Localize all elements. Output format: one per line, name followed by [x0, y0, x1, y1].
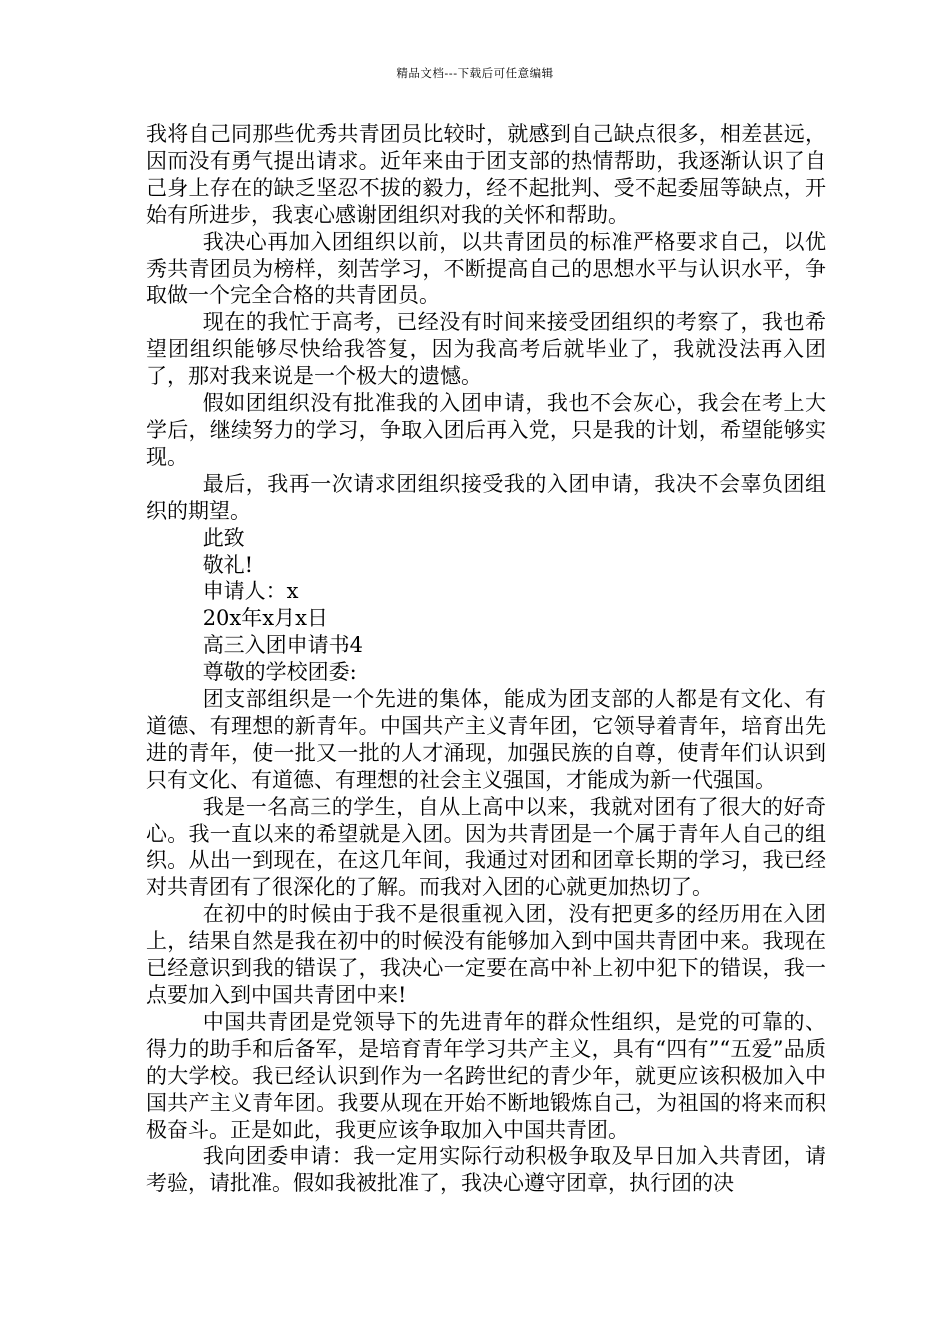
paragraph: 团支部组织是一个先进的集体，能成为团支部的人都是有文化、有道德、有理想的新青年。中国共产主义青年团，它领导着青年，培育出先进的青年，使一批又一批的人才涌现，加强民族的自尊，使青年们认识到只有文化、有道德、有理想的社会主义强国，才能成为新一代强国。 — [146, 687, 826, 792]
section-title: 高三入团申请书4 — [202, 633, 364, 658]
paragraph: 假如团组织没有批准我的入团申请，我也不会灰心，我会在考上大学后，继续努力的学习，争取入团后再入党，只是我的计划，希望能够实现。 — [146, 391, 826, 469]
paragraph: 我是一名高三的学生，自从上高中以来，我就对团有了很大的好奇心。我一直以来的希望就是入团。因为共青团是一个属于青年人自己的组织。从出一到现在，在这几年间，我通过对团和团章长期的学习，我已经对共青团有了很深化的了解。而我对入团的心就更加热切了。 — [146, 794, 826, 900]
paragraph: 我将自己同那些优秀共青团员比较时，就感到自己缺点很多，相差甚远，因而没有勇气提出请求。近年来由于团支部的热情帮助，我逐渐认识了自己身上存在的缺乏坚忍不拔的毅力，经不起批判、受不起委屈等缺点，开始有所进步，我衷心感谢团组织对我的关怀和帮助。 — [146, 122, 826, 227]
page-header: 精品文档---下载后可任意编辑 — [396, 66, 554, 80]
paragraph: 最后，我再一次请求团组织接受我的入团申请，我决不会辜负团组织的期望。 — [146, 471, 826, 523]
paragraph: 在初中的时候由于我不是很重视入团，没有把更多的经历用在入团上，结果自然是我在初中的时候没有能够加入到中国共青团中来。我现在已经意识到我的错误了，我决心一定要在高中补上初中犯下的错误，我一点要加入到中国共青团中来! — [146, 902, 826, 1007]
paragraph: 我决心再加入团组织以前，以共青团员的标准严格要求自己，以优秀共青团员为榜样，刻苦学习，不断提高自己的思想水平与认识水平，争取做一个完全合格的共青团员。 — [146, 229, 826, 308]
closing-salutation: 此致 — [202, 525, 245, 550]
document-body — [146, 121, 826, 1197]
paragraph: 我向团委申请：我一定用实际行动积极争取及早日加入共青团，请考验，请批准。假如我被批准了，我决心遵守团章，执行团的决 — [146, 1144, 826, 1196]
applicant-signature: 申请人：x — [202, 579, 299, 604]
application-date: 20x年x月x日 — [202, 606, 328, 631]
paragraph: 现在的我忙于高考，已经没有时间来接受团组织的考察了，我也希望团组织能够尽快给我答复，因为我高考后就毕业了，我就没法再入团了，那对我来说是一个极大的遗憾。 — [146, 310, 826, 389]
paragraph: 中国共青团是党领导下的先进青年的群众性组织，是党的可靠的、得力的助手和后备军，是培育青年学习共产主义，具有“四有”“五爱”品质的大学校。我已经认识到作为一名跨世纪的青少年，就更应该积极加入中国共产主义青年团。我要从现在开始不断地锻炼自己，为祖国的将来而积极奋斗。正是如此，我更应该争取加入中国共青团。 — [146, 1009, 826, 1142]
closing-respect: 敬礼! — [202, 552, 254, 577]
letter-greeting: 尊敬的学校团委: — [202, 660, 357, 685]
